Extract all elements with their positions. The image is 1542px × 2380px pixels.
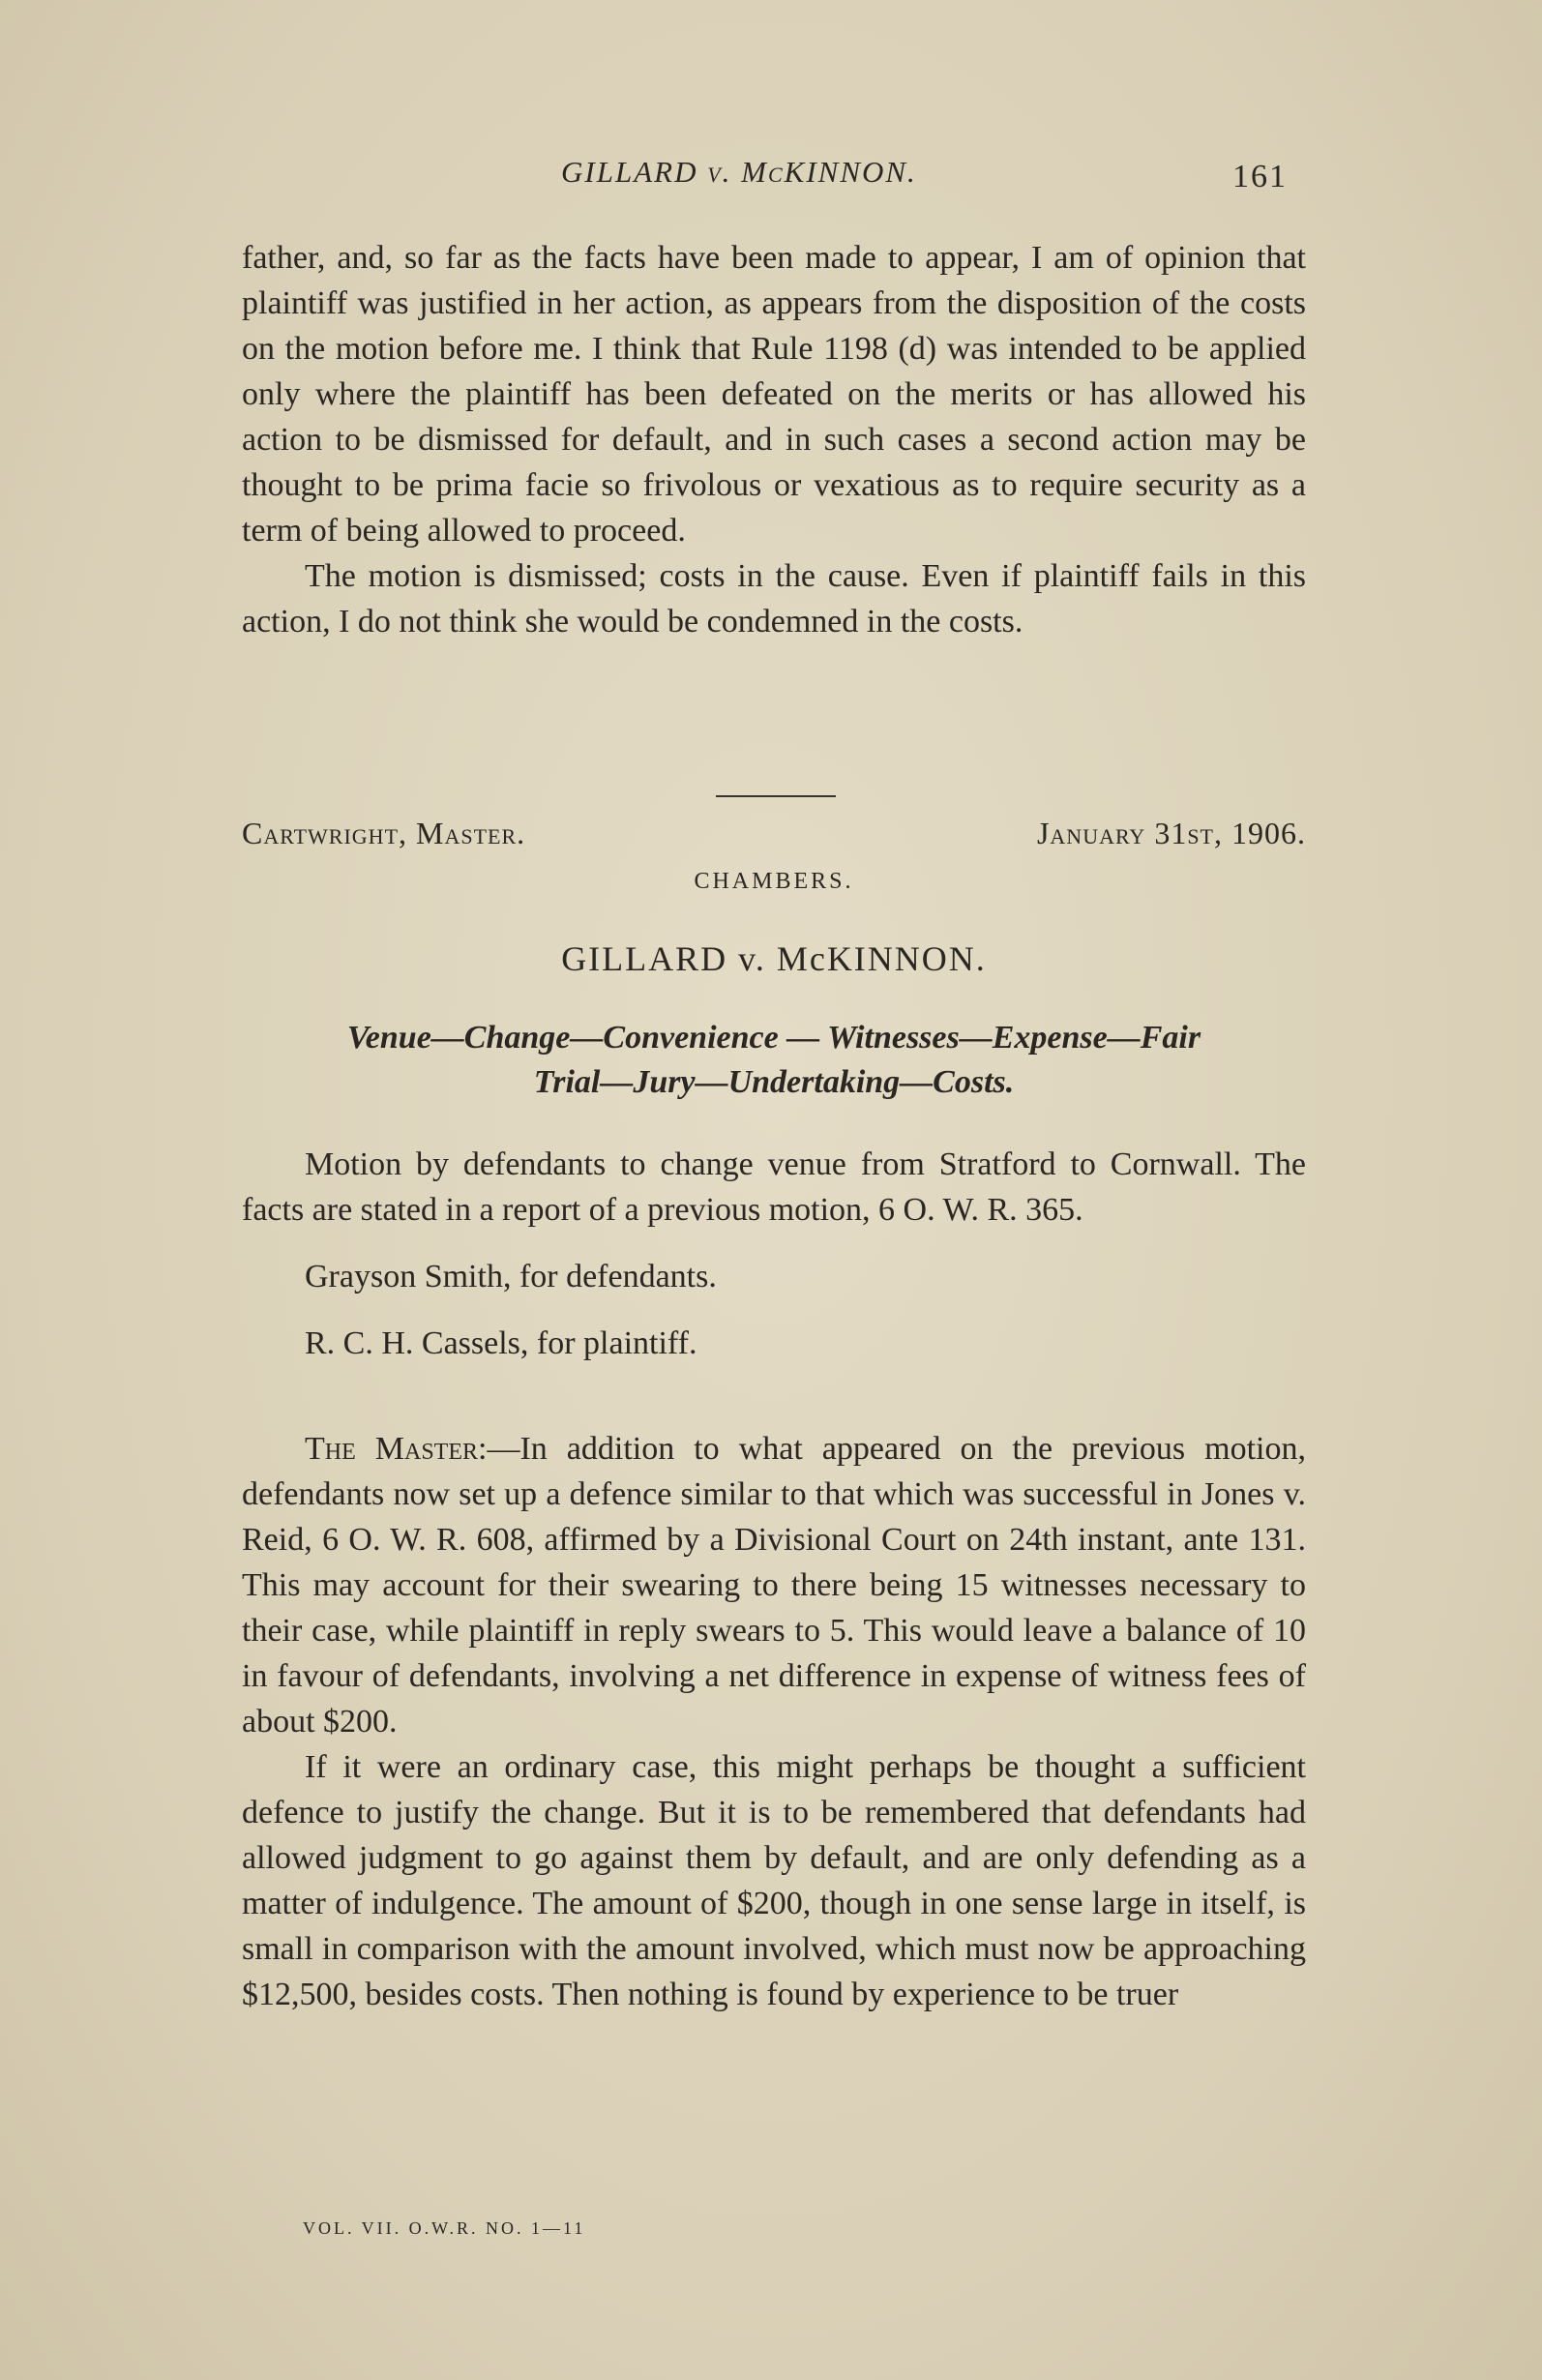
judgment-paragraph: If it were an ordinary case, this might perhaps be thought a sufficient defence to justify the change. But it is to be remembered that defendants had allowed judgment to go against them by default, and are only defending as a matter of indulgence. The amount of $200, though in one sense large in itself, is small in comparison with the amount involved, which must now be approaching $12,500, besides costs. Then nothing is found by experience to be truer xyxy=(242,1749,1306,2012)
judgment-date: January 31st, 1906. xyxy=(1036,816,1306,850)
motion-paragraph: Motion by defendants to change venue from Stratford to Cornwall. The facts are stated in a report of a previous motion, 6 O. W. R. 365. xyxy=(242,1146,1306,1228)
headnote-line: Venue—Change—Convenience — Witnesses—Expense—Fair xyxy=(346,1020,1201,1056)
case-intro xyxy=(242,1142,1306,1366)
paragraph: The motion is dismissed; costs in the cause. Even if plaintiff fails in this action, I do not think she would be condemned in the costs. xyxy=(242,558,1306,640)
paragraph: father, and, so far as the facts have been made to appear, I am of opinion that plaintiff was justified in her action, as appears from the disposition of the costs on the motion before me. I think that Rule 1198 (d) was intended to be applied only where the plaintiff has been defeated on the merits or has allowed his action to be dismissed for default, and in such cases a second action may be thought to be prima facie so frivolous or vexatious as to require security as a term of being allowed to proceed. xyxy=(242,240,1306,549)
case-title: GILLARD v. McKINNON. xyxy=(561,939,987,978)
speaker: The Master xyxy=(305,1431,479,1467)
headnote-line: Trial—Jury—Undertaking—Costs. xyxy=(533,1064,1015,1100)
headnote xyxy=(242,1016,1306,1105)
section-divider xyxy=(716,795,836,797)
counsel-line: R. C. H. Cassels, for plaintiff. xyxy=(305,1325,697,1361)
judge-name: Cartwright, Master. xyxy=(242,816,526,850)
judgment-paragraph xyxy=(242,1426,1306,1744)
continued-judgment xyxy=(242,235,1306,644)
judgment-text-run: :—In addition to what appeared on the previous motion, defendants now set up a defence similar to that which was successful in Jones v. Reid, 6 O. W. R. 608, affirmed by a Divisional Court on 24th instant, ante 131. This may account for their swearing to there being 15 witnesses necessary to their case, while plaintiff in reply swears to 5. This would leave a balance of 10 in favour of defendants, involving a net difference in expense of witness fees of about $200. xyxy=(242,1431,1307,1740)
page-footer: VOL. VII. O.W.R. NO. 1—11 xyxy=(303,2218,586,2238)
judgment-text xyxy=(242,1426,1306,2017)
page-number: 161 xyxy=(1232,159,1288,194)
counsel-line: Grayson Smith, for defendants. xyxy=(305,1259,717,1294)
court-chambers: CHAMBERS. xyxy=(694,869,854,894)
running-title: GILLARD v. McKINNON. xyxy=(561,155,917,189)
